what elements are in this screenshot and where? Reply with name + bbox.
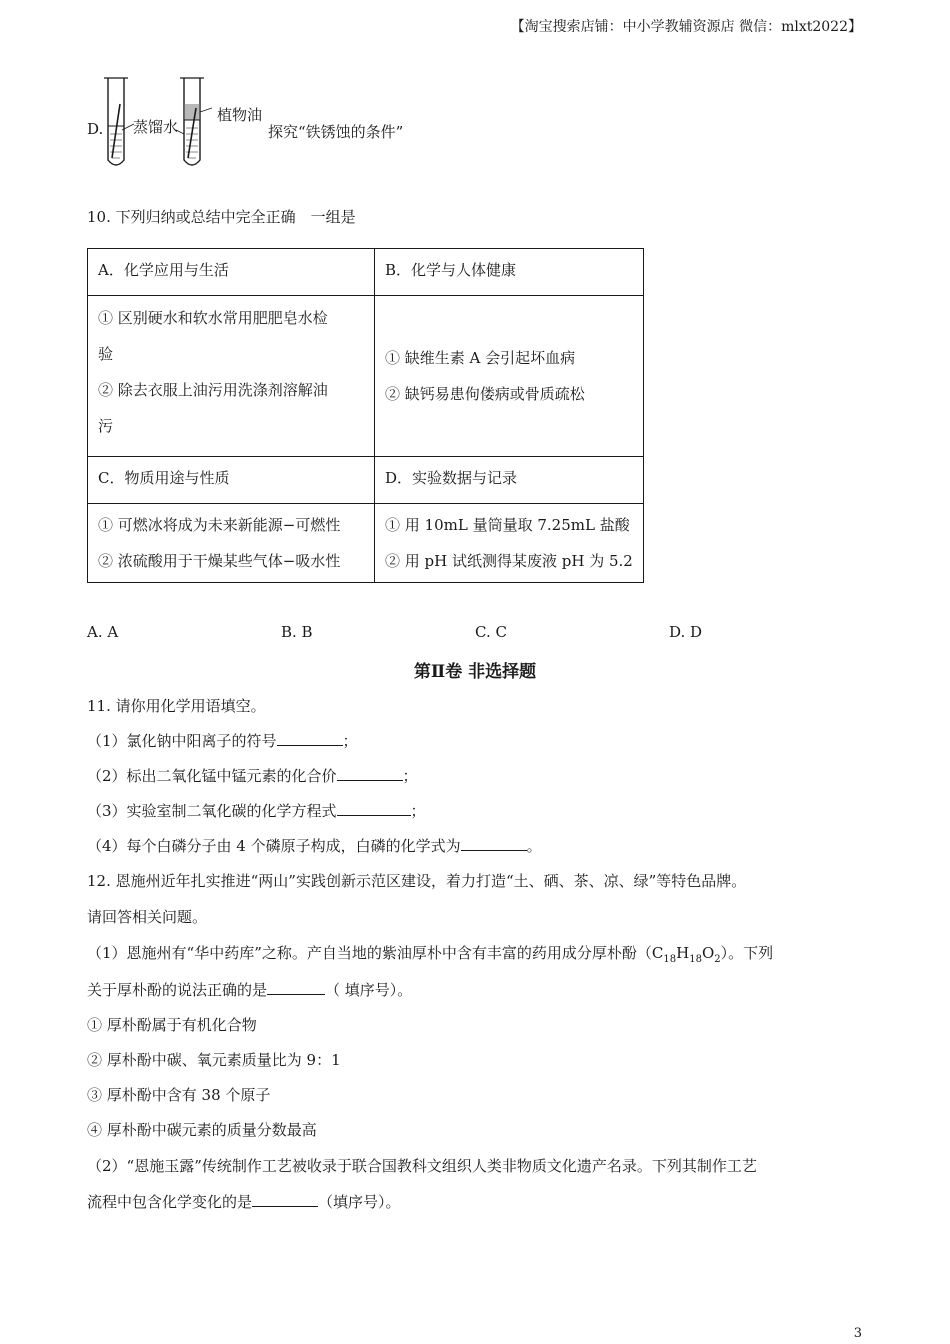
q12-choice-2: ② 厚朴酚中碳、氧元素质量比为 9：1 — [87, 1051, 341, 1069]
answer-blank[interactable] — [461, 836, 527, 851]
cell-a-line: 验 — [98, 345, 114, 363]
subscript: 2 — [714, 954, 721, 965]
q12-part2-text: 流程中包含化学变化的是 — [87, 1193, 253, 1211]
q12-part1-text: （1）恩施州有“华中药库”之称。产自当地的紫油厚朴中含有丰富的药用成分厚朴酚（C — [87, 944, 664, 962]
q12-choice-3: ③ 厚朴酚中含有 38 个原子 — [87, 1086, 271, 1104]
q10-option-c[interactable]: C. C — [475, 623, 507, 641]
section-title: 第Ⅱ卷 非选择题 — [413, 662, 537, 682]
q12-part2-line1: （2）“恩施玉露”传统制作工艺被收录于联合国教科文组织人类非物质文化遗产名录。下列其制作工艺 — [87, 1157, 757, 1175]
q12-stem-line2: 请回答相关问题。 — [87, 908, 208, 926]
cell-b-body — [375, 296, 644, 457]
cell-b-head: B．化学与人体健康 — [375, 249, 644, 296]
cell-b-line: ② 缺钙易患佝偻病或骨质疏松 — [385, 385, 585, 403]
q11-item-tail: ； — [410, 802, 426, 820]
cell-c-body — [88, 504, 375, 583]
q11-item-tail: ； — [342, 732, 358, 750]
answer-blank[interactable] — [267, 980, 325, 995]
q12-choice-1: ① 厚朴酚属于有机化合物 — [87, 1016, 257, 1034]
cell-a-line: ① 区别硬水和软水常用肥肥皂水检 — [98, 309, 328, 327]
q11-stem: 11. 请你用化学用语填空。 — [87, 697, 266, 715]
q12-part1-text-end: （ 填序号）。 — [325, 981, 413, 999]
q11-item-text: （4）每个白磷分子由 4 个磷原子构成，白磷的化学式为 — [87, 837, 461, 855]
q12-part2-text-end: （填序号）。 — [318, 1193, 401, 1211]
answer-blank[interactable] — [277, 731, 343, 746]
formula-o: O — [701, 944, 715, 962]
q12-part1-text: 关于厚朴酚的说法正确的是 — [87, 981, 268, 999]
cell-c-line: ② 浓硫酸用于干燥某些气体−吸水性 — [98, 552, 341, 570]
q11-item-text: （2）标出二氧化锰中锰元素的化合价 — [87, 767, 337, 785]
page-number: 3 — [853, 1326, 862, 1341]
cell-c-line: ① 可燃冰将成为未来新能源−可燃性 — [98, 516, 341, 534]
cell-d-head: D．实验数据与记录 — [375, 457, 644, 504]
cell-d-line: ① 用 10mL 量筒量取 7.25mL 盐酸 — [385, 516, 630, 534]
distilled-water-label: 蒸馏水 — [133, 118, 179, 136]
cell-a-body — [88, 296, 375, 457]
cell-d-body — [375, 504, 644, 583]
q12-part1-line1 — [87, 942, 773, 965]
subscript: 18 — [663, 954, 677, 965]
answer-blank[interactable] — [252, 1192, 318, 1207]
q12-part2-line2 — [87, 1191, 401, 1212]
answer-blank[interactable] — [337, 801, 411, 816]
q11-item-tail: 。 — [526, 837, 542, 855]
q11-item-text: （1）氯化钠中阳离子的符号 — [87, 732, 277, 750]
q11-item-1 — [87, 730, 358, 751]
cell-a-head: A．化学应用与生活 — [88, 249, 375, 296]
vegetable-oil-label: 植物油 — [217, 106, 263, 124]
q12-part1-line2 — [87, 979, 412, 1000]
q11-item-tail: ； — [402, 767, 418, 785]
q11-item-text: （3）实验室制二氧化碳的化学方程式 — [87, 802, 337, 820]
cell-c-head: C．物质用途与性质 — [88, 457, 375, 504]
q9-option-d-label: D. — [87, 120, 104, 138]
q10-option-a[interactable]: A. A — [87, 623, 119, 641]
q11-item-3 — [87, 800, 426, 821]
subscript: 18 — [689, 954, 702, 965]
q12-part1-text-end: ）。下列 — [720, 944, 774, 962]
q9-option-d-text: 探究“铁锈蚀的条件” — [268, 123, 404, 141]
cell-b-line: ① 缺维生素 A 会引起坏血病 — [385, 349, 576, 367]
q10-option-b[interactable]: B. B — [281, 623, 313, 641]
page-header: 【淘宝搜索店铺：中小学教辅资源店 微信：mlxt2022】 — [510, 19, 862, 35]
q12-stem-line1: 12. 恩施州近年扎实推进“两山”实践创新示范区建设，着力打造“土、硒、茶、凉、绿”等特色品牌。 — [87, 872, 747, 890]
q11-item-2 — [87, 765, 418, 786]
answer-blank[interactable] — [337, 766, 403, 781]
q11-item-4 — [87, 835, 542, 856]
summary-table — [87, 248, 644, 583]
cell-d-line: ② 用 pH 试纸测得某废液 pH 为 5.2 — [385, 552, 633, 570]
formula-h: H — [676, 944, 690, 962]
cell-a-line: 污 — [98, 417, 114, 435]
q10-stem: 10. 下列归纳或总结中完全正确 一组是 — [87, 208, 356, 226]
q12-choice-4: ④ 厚朴酚中碳元素的质量分数最高 — [87, 1121, 317, 1139]
cell-a-line: ② 除去衣服上油污用洗涤剂溶解油 — [98, 381, 328, 399]
q10-option-d[interactable]: D. D — [669, 623, 703, 641]
